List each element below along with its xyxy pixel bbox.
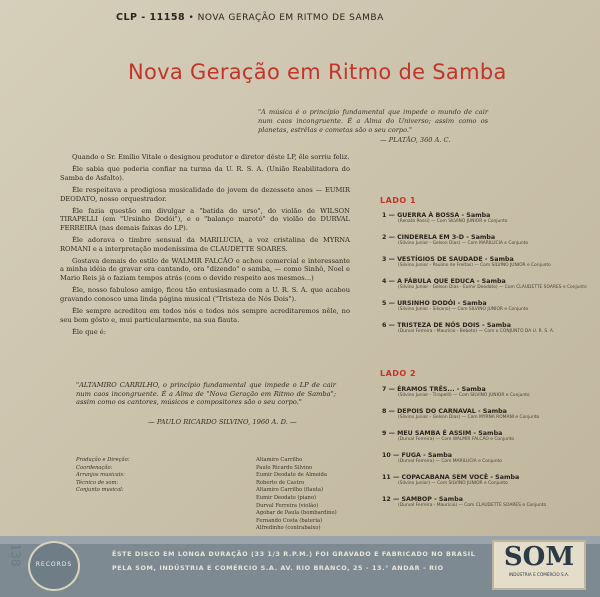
- track-item: 5 — URSINHO DODÓI - Samba (Silvino Junior - Silvano) — Com SILVINO JUNIOR e Conjunto: [382, 300, 529, 312]
- credit-row: Eumir Deodato (piano): [256, 494, 317, 501]
- liner-paragraph: Êle respeitava a prodigiosa musicalidade do jovem de dezessete anos — EUMIR DEODATO, nosso orquestrador.: [60, 186, 350, 203]
- liner-paragraph: Quando o Sr. Emílio Vitale o designou produtor e diretor dêste LP, êle sorriu feliz.: [72, 153, 350, 161]
- album-title: Nova Geração em Ritmo de Samba: [128, 60, 507, 84]
- catalog-subtitle: NOVA GERAÇÃO EM RITMO DE SAMBA: [197, 13, 384, 23]
- liner-paragraph: Êle sempre acreditou em todos nós e todos nós sempre acreditaremos nêle, no seu bom gôsto e, mui particularmente, na sua flauta.: [60, 307, 350, 324]
- track-item: 9 — MEU SAMBA É ASSIM - Samba (Durval Ferreira) — Com WALMIR FALCÃO e Conjunto: [382, 430, 515, 442]
- track-item: 2 — CINDERELA EM 3-D - Samba (Silvino Junior - Gelson Dias) — Com MARILUCIA e Conjunto: [382, 234, 529, 246]
- side-2-label: LADO 2: [380, 369, 417, 378]
- liner-paragraph: Êle, nosso fabuloso amigo, ficou tão entusiasmado com a U. R. S. A. que acabou gravando conosco uma linda página musical ("Tristeza de Nós Dois").: [60, 286, 350, 303]
- credit-row: Arranjos musicais: Eumir Deodato de Almeida: [76, 472, 327, 479]
- track-item: 7 — ÉRAMOS TRÊS... - Samba (Silvino Junior - Tirapelli) — Com SILVINO JUNIOR e Conjunto: [382, 386, 530, 398]
- credit-row: Técnico de som: Roberto de Castro: [76, 479, 305, 486]
- credit-row: Coordenação: Paulo Ricardo Silvino: [76, 464, 313, 471]
- track-item: 11 — COPACABANA SEM VOCÊ - Samba (Silvino Junior) — Com SILVINO JUNIOR e Conjunto: [382, 474, 520, 486]
- liner-paragraph: Êle fazia questão em divulgar a "batida do urso", do violão de WILSON TIRAPELLI (em "Ursinho Dodói"), e o "balanço marotó" do violão de DURVAL FERREIRA (nas demais faixas do LP).: [60, 207, 350, 232]
- production-credits: [76, 457, 337, 533]
- liner-paragraph: Êle sabia que poderia confiar na turma da U. R. S. A. (União Reabilitadora do Samba de Asfalto).: [60, 165, 350, 182]
- som-logo: SOM INDÚSTRIA E COMÉRCIO S.A.: [492, 540, 586, 590]
- liner-paragraph: Gostava demais do estilo de WALMIR FALCÃO e achou comercial e interessante a minha idéia de gravar ora cantando, ora "dizendo" o samba, — como Sinhô, Noel e Mario Reis já o faziam tempos atrás (com o devido respeito aos mesmos...): [60, 257, 350, 282]
- credit-row: Conjunto musical: Altamiro Carrilho (flauta): [76, 487, 323, 494]
- closing-quote: "ALTAMIRO CARRILHO, o princípio fundamental que impede o LP de cair num caos incongruente. É a Alma de "Nova Geração em Ritmo de Samba"; assim como os cantores, músicos e compositores são o seu corpo.": [76, 381, 336, 407]
- side-1-label: LADO 1: [380, 196, 417, 205]
- records-logo-icon: RECORDS: [28, 541, 80, 591]
- liner-notes: [60, 153, 350, 340]
- credit-row: Produção e Direção: Altamiro Carrilho: [76, 457, 303, 463]
- quote-author: — PAULO RICARDO SILVINO, 1960 A. D. —: [148, 418, 297, 426]
- credit-row: Fernando Costa (bateria): [256, 517, 323, 524]
- side-mark: 138: [8, 543, 23, 567]
- credit-row: Durval Ferreira (violão): [256, 502, 319, 509]
- credit-row: Agobar de Paula (bombardino): [256, 510, 337, 517]
- track-item: 3 — VESTÍGIOS DE SAUDADE - Samba (Silvino Junior - Paulino de Freitas) — Com SILVINO JUNIOR e Conjunto: [382, 256, 551, 268]
- track-item: 8 — DEPOIS DO CARNAVAL - Samba (Silvino Junior - Gelson Dias) — Com MYRNA ROMANI e Conjunto: [382, 408, 540, 420]
- epigraph-author: — PLATÃO, 360 A. C.: [380, 136, 451, 144]
- track-item: 4 — A FÁBULA QUE EDUCA - Samba (Silvino Junior - Gelson Dias - Eumir Deodato) — Com CLAUDETTE SOARES e Conjunto: [382, 278, 587, 290]
- track-item: 6 — TRISTEZA DE NÓS DOIS - Samba (Durval Ferreira - Maurício - Bebeto) — Com o CONJUNTO DA U. R. S. A.: [382, 322, 555, 334]
- track-item: 1 — GUERRA À BOSSA - Samba (Renato Rossi) — Com SILVINO JUNIOR e Conjunto: [382, 212, 508, 224]
- track-item: 10 — FUGA - Samba (Durval Ferreira) — Com MARILUCIA e Conjunto: [382, 452, 502, 464]
- catalog-line: CLP - 11158 • NOVA GERAÇÃO EM RITMO DE SAMBA: [116, 12, 384, 23]
- track-item: 12 — SAMBOP - Samba (Durval Ferreira - Maurício) — Com CLAUDETTE SOARES e Conjunto: [382, 496, 547, 508]
- catalog-number: CLP - 11158: [116, 12, 186, 23]
- band-line-1: ÊSTE DISCO EM LONGA DURAÇÃO (33 1/3 R.P.M.) FOI GRAVADO E FABRICADO NO BRASIL: [112, 550, 476, 558]
- band-line-2: PELA SOM, INDÚSTRIA E COMÉRCIO S.A. AV. RIO BRANCO, 25 - 13.° ANDAR - RIO: [112, 564, 444, 572]
- credit-row: Alfredinho (contrabaixo): [256, 525, 321, 532]
- liner-paragraph: Êle que é:: [72, 327, 106, 336]
- liner-paragraph: Êle adorava o timbre sensual da MARILUCIA, a voz cristalina de MYRNA ROMANI e a interpretação modeníssima de CLAUDETTE SOARES.: [60, 236, 350, 253]
- epigraph-text: "A música é o princípio fundamental que impede o mundo de cair num caos incongruente. É a Alma do Universo; assim como os planetas, estrêlas e cometas são o seu corpo.": [258, 108, 488, 134]
